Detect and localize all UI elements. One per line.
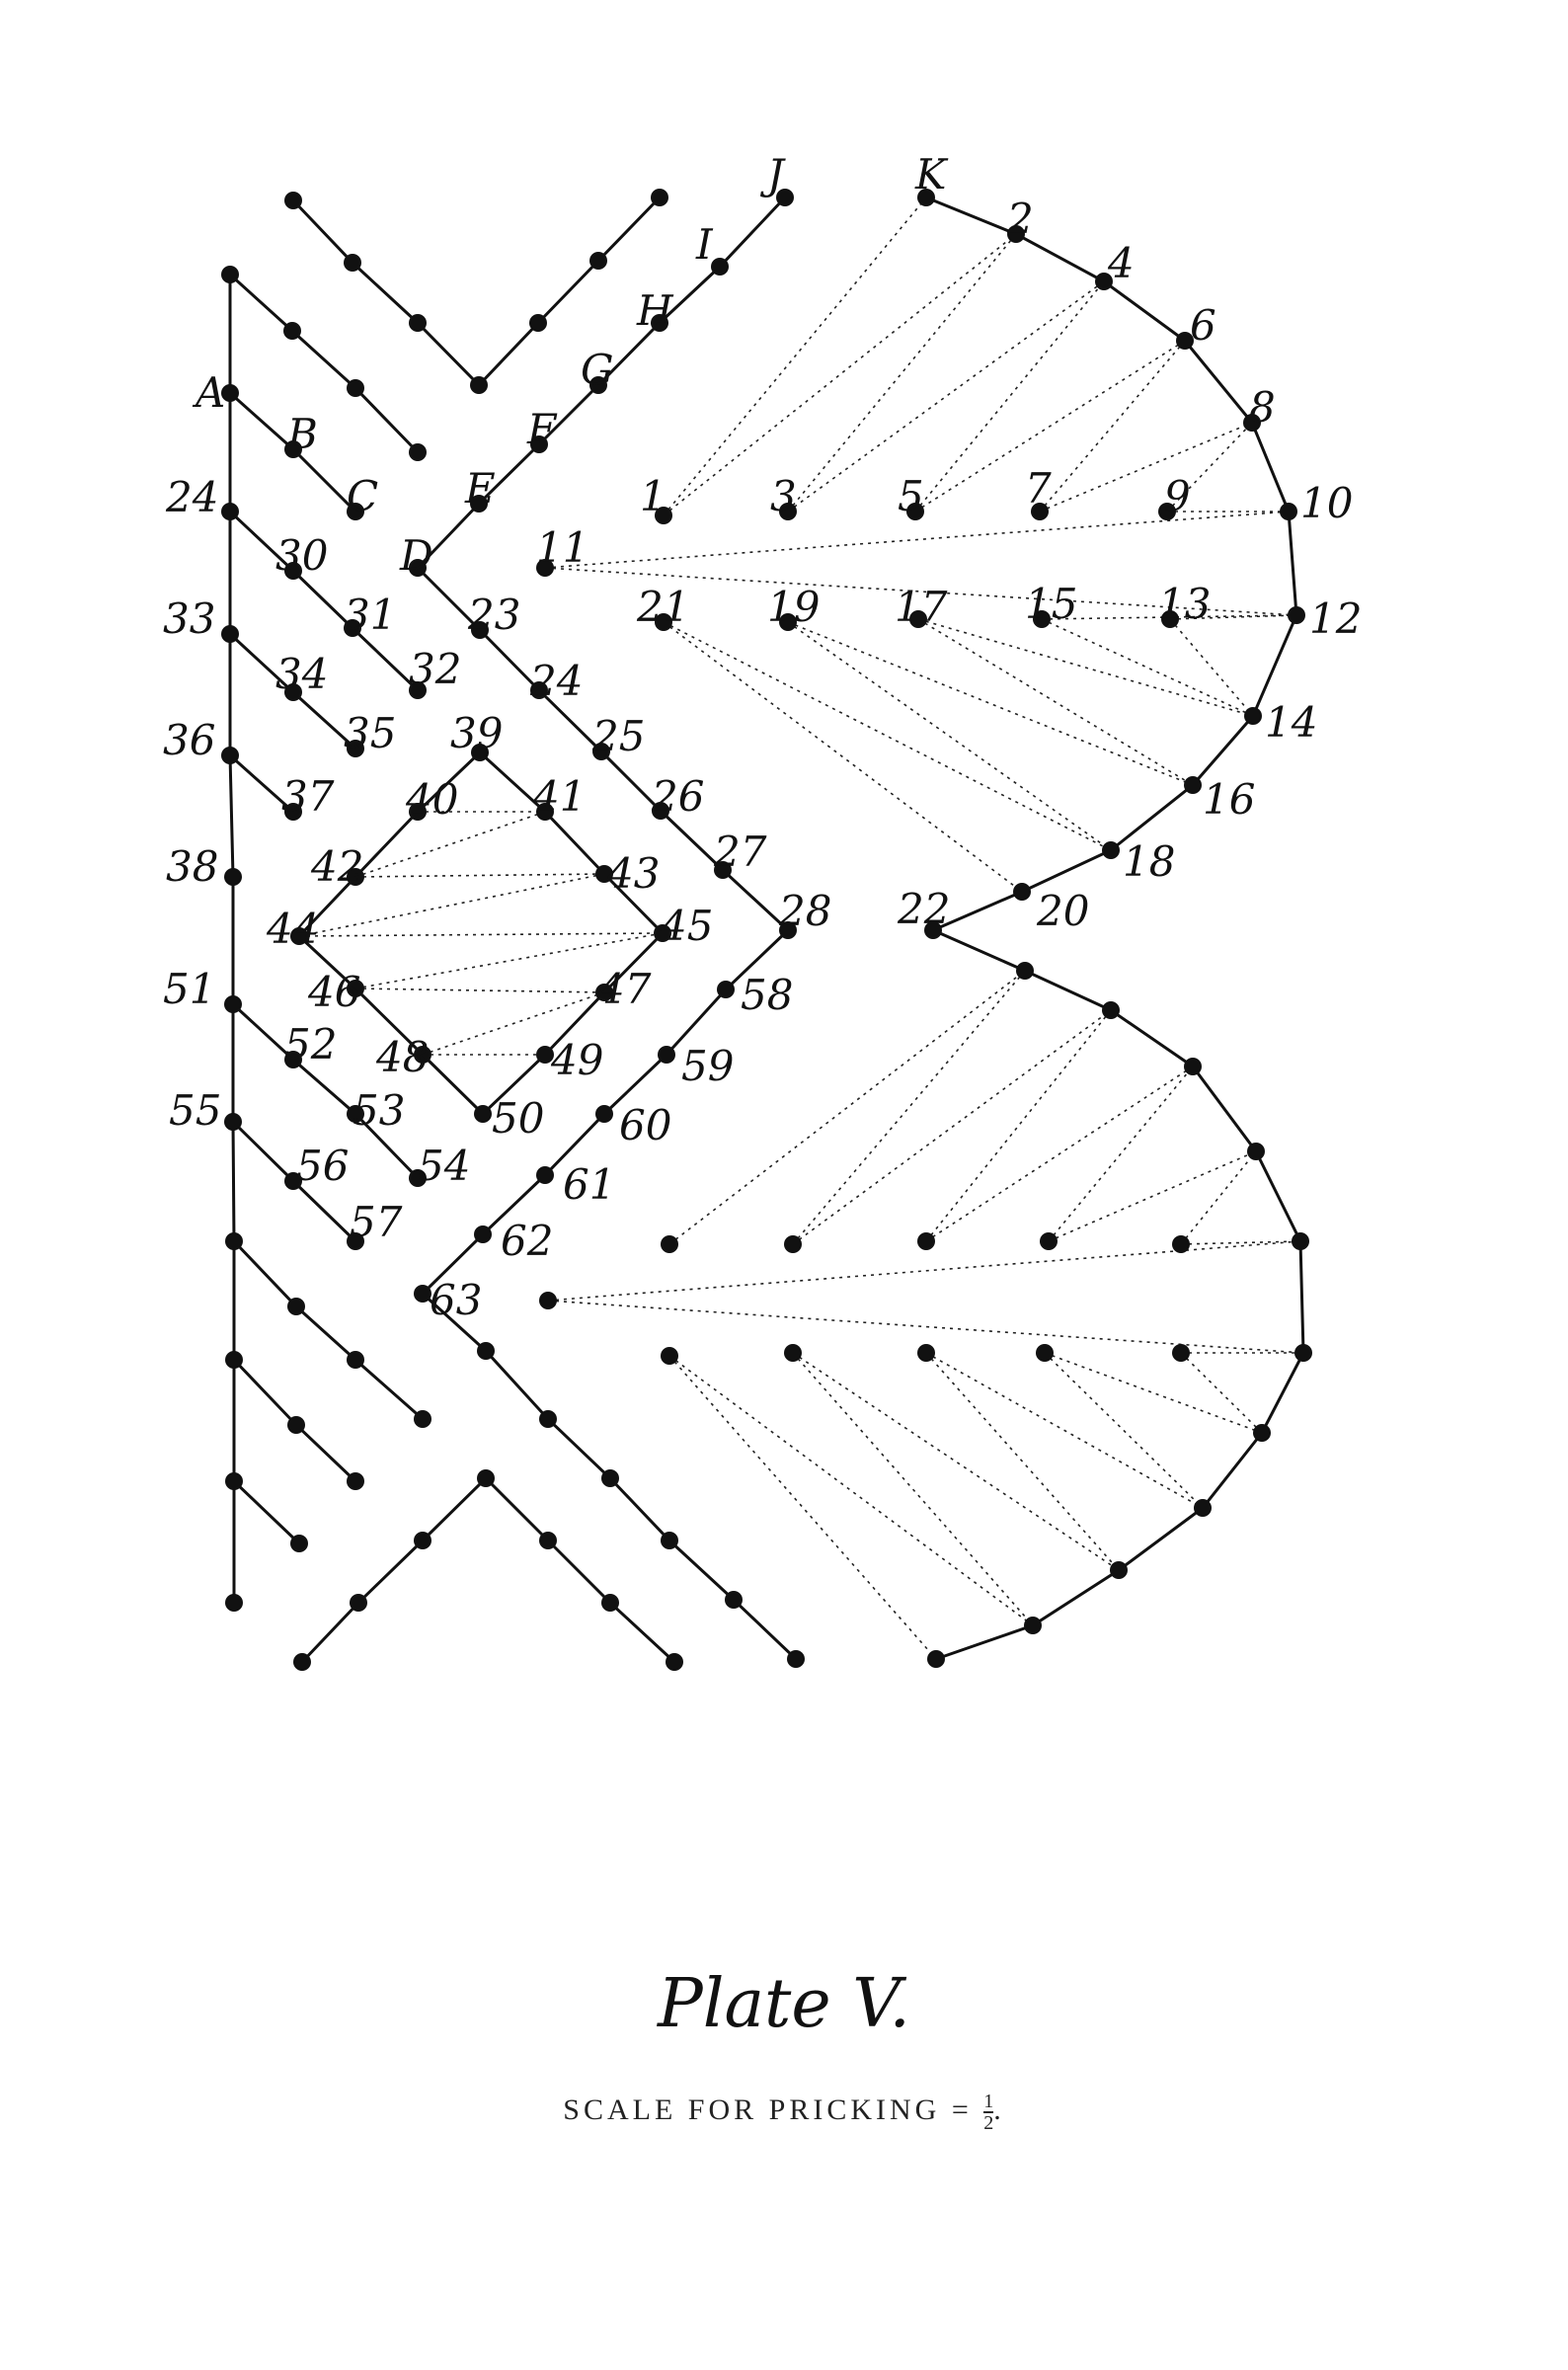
point-labels xyxy=(163,150,1362,1324)
solid-line-3 xyxy=(230,275,418,452)
label-n44: 44 xyxy=(267,905,320,953)
pin-hole-W5 xyxy=(601,1594,619,1612)
pin-hole-V9 xyxy=(225,1351,243,1369)
label-H: H xyxy=(637,286,673,335)
label-n6: 6 xyxy=(1190,301,1216,350)
pin-hole-W4 xyxy=(539,1532,557,1549)
scale-suffix: . xyxy=(993,2093,1005,2126)
solid-line-17 xyxy=(234,1241,423,1419)
pin-hole-n18 xyxy=(1102,841,1120,859)
label-n12: 12 xyxy=(1309,594,1363,643)
dotted-thread-8 xyxy=(1040,423,1252,512)
pin-hole-n33 xyxy=(221,625,239,643)
scale-denominator: 2 xyxy=(983,2112,994,2134)
pin-hole-L5 xyxy=(347,1472,364,1490)
dotted-thread-4 xyxy=(788,281,1104,512)
dotted-thread-19 xyxy=(1042,619,1253,716)
label-F: F xyxy=(527,405,557,453)
label-n63: 63 xyxy=(430,1276,483,1324)
pin-hole-V0 xyxy=(221,266,239,283)
label-n54: 54 xyxy=(418,1142,471,1190)
pin-hole-R5 xyxy=(725,1591,743,1609)
scale-prefix: SCALE FOR PRICKING = xyxy=(563,2093,973,2126)
pin-hole-L1 xyxy=(287,1298,305,1315)
label-n3: 3 xyxy=(770,472,797,520)
pin-hole-n36 xyxy=(221,747,239,764)
label-G: G xyxy=(581,346,614,394)
pin-hole-m0 xyxy=(539,1292,557,1309)
dotted-thread-14 xyxy=(664,622,1111,850)
label-n47: 47 xyxy=(598,965,652,1013)
pin-hole-R1 xyxy=(477,1342,495,1360)
pin-hole-V8 xyxy=(225,1232,243,1250)
pin-hole-L2 xyxy=(347,1351,364,1369)
pin-hole-R6 xyxy=(787,1650,805,1668)
pin-hole-s2d xyxy=(1247,1143,1265,1160)
dotted-thread-38 xyxy=(1049,1066,1193,1241)
dotted-thread-34 xyxy=(793,971,1025,1244)
dotted-thread-17 xyxy=(918,619,1193,785)
label-n37: 37 xyxy=(281,772,335,821)
label-n23: 23 xyxy=(468,591,521,639)
dotted-thread-27 xyxy=(299,933,663,936)
label-n26: 26 xyxy=(652,772,705,821)
label-n59: 59 xyxy=(681,1042,735,1090)
label-C: C xyxy=(347,472,379,520)
label-n20: 20 xyxy=(1037,887,1090,935)
label-n61: 61 xyxy=(563,1160,616,1209)
pin-hole-a1 xyxy=(283,322,301,340)
label-n58: 58 xyxy=(741,971,794,1019)
pin-hole-a3 xyxy=(409,443,427,461)
dotted-thread-5 xyxy=(915,281,1104,512)
pin-hole-W6 xyxy=(666,1653,683,1671)
label-n17: 17 xyxy=(895,583,948,631)
pin-hole-n38 xyxy=(224,868,242,886)
dotted-thread-52 xyxy=(1181,1353,1262,1433)
dotted-thread-51 xyxy=(1045,1353,1262,1433)
pin-hole-R2 xyxy=(539,1410,557,1428)
pin-hole-n10 xyxy=(1280,503,1297,520)
dotted-thread-3 xyxy=(788,234,1016,512)
pin-hole-n61 xyxy=(536,1166,554,1184)
dotted-thread-33 xyxy=(669,971,1025,1244)
label-n35: 35 xyxy=(344,709,397,757)
pin-hole-V10 xyxy=(225,1472,243,1490)
pin-hole-n12 xyxy=(1288,606,1305,624)
pin-hole-W1 xyxy=(350,1594,367,1612)
pin-hole-n14 xyxy=(1244,707,1262,725)
label-n32: 32 xyxy=(409,645,462,693)
pin-hole-R4 xyxy=(661,1532,678,1549)
pin-hole-m1 xyxy=(661,1235,678,1253)
label-n53: 53 xyxy=(353,1086,406,1135)
label-E: E xyxy=(465,464,496,513)
dotted-thread-37 xyxy=(926,1066,1193,1241)
pin-hole-s2b xyxy=(1102,1001,1120,1019)
label-n14: 14 xyxy=(1265,698,1318,747)
pin-hole-W2 xyxy=(414,1532,431,1549)
pin-hole-n50 xyxy=(474,1105,492,1123)
label-J: J xyxy=(767,150,784,198)
pin-hole-a2 xyxy=(347,379,364,397)
label-n16: 16 xyxy=(1203,775,1256,824)
scale-fraction xyxy=(983,2092,993,2133)
label-n31: 31 xyxy=(344,591,397,639)
plate-title: Plate V. xyxy=(657,1965,911,2043)
pin-hole-T2 xyxy=(409,314,427,332)
solid-line-1 xyxy=(230,275,234,1603)
pin-hole-s2k xyxy=(927,1650,945,1668)
label-n43: 43 xyxy=(607,849,661,898)
solid-line-11 xyxy=(933,930,1303,1659)
label-n38: 38 xyxy=(166,842,219,891)
pin-hole-L6 xyxy=(290,1535,308,1552)
label-A: A xyxy=(196,368,226,417)
pin-hole-s2c xyxy=(1184,1058,1202,1075)
label-n41: 41 xyxy=(533,772,587,821)
pin-hole-L4 xyxy=(287,1416,305,1434)
pin-hole-m8 xyxy=(917,1344,935,1362)
label-n18: 18 xyxy=(1123,837,1176,886)
pin-hole-m5 xyxy=(1172,1235,1190,1253)
pin-hole-s2f xyxy=(1294,1344,1312,1362)
pin-hole-T6 xyxy=(651,189,668,206)
label-n8: 8 xyxy=(1249,383,1276,432)
dotted-thread-25 xyxy=(355,874,604,877)
label-n55: 55 xyxy=(169,1086,222,1135)
dotted-thread-44 xyxy=(669,1356,936,1659)
pin-hole-T5 xyxy=(589,252,607,270)
dotted-thread-45 xyxy=(669,1356,1033,1625)
label-n36: 36 xyxy=(163,716,216,764)
label-n42: 42 xyxy=(311,842,364,891)
label-n57: 57 xyxy=(350,1198,403,1246)
label-n39: 39 xyxy=(450,709,504,757)
dotted-thread-21 xyxy=(1170,619,1253,716)
pin-hole-V11 xyxy=(225,1594,243,1612)
pin-hole-s2g xyxy=(1253,1424,1271,1442)
pin-hole-s2e xyxy=(1292,1232,1309,1250)
pin-hole-s2i xyxy=(1110,1561,1128,1579)
pin-hole-m6 xyxy=(661,1347,678,1365)
pin-hole-m2 xyxy=(784,1235,802,1253)
label-I: I xyxy=(696,220,713,269)
pin-hole-n24 xyxy=(221,503,239,520)
pin-hole-T4 xyxy=(529,314,547,332)
label-n34: 34 xyxy=(275,650,329,698)
pin-hole-m4 xyxy=(1040,1232,1058,1250)
label-n27: 27 xyxy=(714,828,767,876)
pin-hole-n51 xyxy=(224,995,242,1013)
label-n40: 40 xyxy=(406,775,459,824)
pin-hole-T1 xyxy=(344,254,361,272)
label-n30: 30 xyxy=(275,531,329,580)
pin-hole-T0 xyxy=(284,192,302,209)
label-n25: 25 xyxy=(592,712,646,760)
pin-hole-W0 xyxy=(293,1653,311,1671)
label-n24: 24 xyxy=(166,473,219,521)
pin-hole-s2h xyxy=(1194,1499,1212,1517)
label-B: B xyxy=(287,410,318,458)
label-n46: 46 xyxy=(308,968,361,1016)
pin-hole-I xyxy=(711,258,729,276)
label-n60: 60 xyxy=(619,1101,672,1149)
pin-holes xyxy=(221,189,1312,1671)
label-n22: 22 xyxy=(898,885,951,933)
label-n21: 21 xyxy=(637,583,690,631)
scale-caption xyxy=(0,2092,1568,2133)
pin-hole-n55 xyxy=(224,1113,242,1131)
pin-hole-n16 xyxy=(1184,776,1202,794)
label-n4: 4 xyxy=(1108,239,1135,287)
label-n11: 11 xyxy=(536,523,589,572)
solid-pricking-lines xyxy=(230,198,1303,1662)
label-n45: 45 xyxy=(661,902,714,950)
pin-hole-W3 xyxy=(477,1469,495,1487)
label-n5: 5 xyxy=(898,472,924,520)
dotted-thread-7 xyxy=(1040,341,1185,512)
scale-numerator: 1 xyxy=(983,2091,994,2112)
label-D: D xyxy=(400,531,433,580)
label-n9: 9 xyxy=(1164,472,1191,520)
pin-hole-m7 xyxy=(784,1344,802,1362)
pin-hole-T3 xyxy=(470,376,488,394)
label-n24b: 24 xyxy=(530,657,584,705)
dotted-thread-39 xyxy=(1049,1151,1256,1241)
pin-hole-n62 xyxy=(474,1225,492,1243)
pin-hole-n60 xyxy=(595,1105,613,1123)
label-n51: 51 xyxy=(163,965,216,1013)
solid-line-20 xyxy=(302,1478,674,1662)
pin-hole-n20 xyxy=(1013,883,1031,901)
label-n7: 7 xyxy=(1025,464,1052,513)
label-n19: 19 xyxy=(767,583,821,631)
pin-hole-s2j xyxy=(1024,1617,1042,1634)
pin-hole-m3 xyxy=(917,1232,935,1250)
label-K: K xyxy=(915,150,947,198)
label-n48: 48 xyxy=(376,1033,430,1081)
label-n2: 2 xyxy=(1007,195,1034,243)
label-n33: 33 xyxy=(163,594,216,643)
label-n50: 50 xyxy=(492,1094,545,1143)
dotted-thread-18 xyxy=(918,619,1253,716)
dotted-thread-50 xyxy=(1045,1353,1203,1508)
pin-hole-s2a xyxy=(1016,962,1034,980)
pin-hole-n58 xyxy=(717,981,735,998)
label-n28: 28 xyxy=(779,887,832,935)
label-n52: 52 xyxy=(284,1020,338,1068)
label-n62: 62 xyxy=(501,1217,554,1265)
dotted-thread-15 xyxy=(788,622,1111,850)
label-n56: 56 xyxy=(296,1142,350,1190)
pin-hole-L3 xyxy=(414,1410,431,1428)
label-n15: 15 xyxy=(1025,580,1078,628)
pin-hole-m10 xyxy=(1172,1344,1190,1362)
dotted-thread-49 xyxy=(926,1353,1203,1508)
dotted-thread-40 xyxy=(1181,1151,1256,1244)
solid-line-19 xyxy=(234,1481,299,1543)
label-n1: 1 xyxy=(640,472,666,520)
label-n10: 10 xyxy=(1300,479,1354,527)
dotted-thread-29 xyxy=(355,988,604,992)
pin-hole-n59 xyxy=(658,1046,675,1064)
label-n13: 13 xyxy=(1158,580,1212,628)
label-n49: 49 xyxy=(551,1036,604,1084)
pin-hole-m9 xyxy=(1036,1344,1054,1362)
pin-hole-R3 xyxy=(601,1469,619,1487)
